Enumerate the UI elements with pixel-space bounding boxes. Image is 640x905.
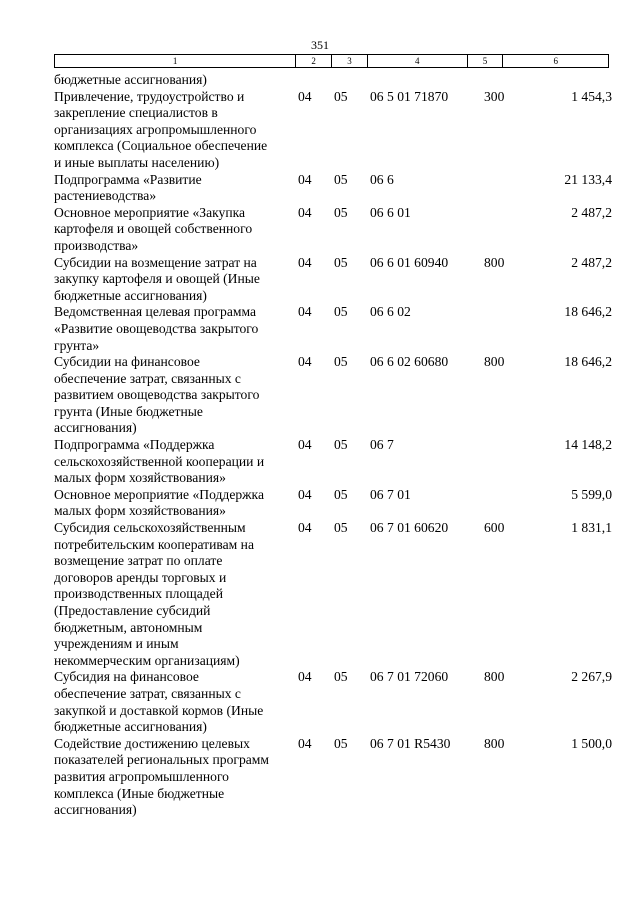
row-expense-type: 800 [484, 354, 505, 370]
row-name-line: обеспечение затрат, связанных с [54, 685, 241, 701]
table-row [54, 354, 614, 437]
row-expense-type: 800 [484, 735, 505, 751]
row-name-line: потребительским кооперативам на [54, 536, 254, 552]
row-razdel: 04 [298, 254, 312, 270]
row-code: 06 7 01 60620 [370, 520, 449, 536]
row-razdel: 04 [298, 669, 312, 685]
row-code: 06 7 01 72060 [370, 669, 449, 685]
row-razdel: 04 [298, 204, 312, 220]
row-code: 06 6 02 [370, 304, 411, 320]
row-name [54, 354, 298, 437]
row-name-line: ассигнования) [54, 802, 137, 818]
row-amount: 2 267,9 [571, 669, 612, 685]
row-podrazdel: 05 [334, 304, 348, 320]
row-name-line: грунта (Иные бюджетные [54, 403, 203, 419]
row-expense-type: 800 [484, 254, 505, 270]
row-name-line: закупкой и доставкой кормов (Иные [54, 702, 264, 718]
row-name-line: Субсидии на финансовое [54, 354, 200, 370]
budget-table [54, 72, 614, 819]
row-name-line: Привлечение, трудоустройство и [54, 88, 245, 104]
row-name-line: малых форм хозяйствования» [54, 503, 226, 519]
table-row [54, 89, 614, 172]
row-name-line: учреждениям и иным [54, 636, 179, 652]
row-podrazdel: 05 [334, 735, 348, 751]
row-expense-type: 600 [484, 520, 505, 536]
row-code: 06 7 01 R5430 [370, 735, 451, 751]
row-amount: 21 133,4 [564, 171, 612, 187]
table-row [54, 304, 614, 354]
header-col-4: 4 [368, 55, 468, 67]
row-podrazdel: 05 [334, 520, 348, 536]
row-razdel: 04 [298, 304, 312, 320]
header-col-3: 3 [332, 55, 368, 67]
row-name-line: обеспечение затрат, связанных с [54, 370, 241, 386]
row-amount: 1 500,0 [571, 735, 612, 751]
row-name-line: сельскохозяйственной кооперации и [54, 453, 265, 469]
row-name-line: производства» [54, 237, 139, 253]
row-name [54, 172, 298, 205]
row-name-line: договоров аренды торговых и [54, 569, 227, 585]
row-amount: 14 148,2 [564, 437, 612, 453]
row-name-line: Ведомственная целевая программа [54, 304, 257, 320]
row-name-line: картофеля и овощей собственного [54, 221, 253, 237]
row-amount: 5 599,0 [571, 486, 612, 502]
header-col-5: 5 [468, 55, 504, 67]
row-expense-type: 800 [484, 669, 505, 685]
row-podrazdel: 05 [334, 254, 348, 270]
row-amount: 1 454,3 [571, 88, 612, 104]
row-podrazdel: 05 [334, 204, 348, 220]
row-name-line: Содействие достижению целевых [54, 735, 250, 751]
row-podrazdel: 05 [334, 88, 348, 104]
row-name-line: комплекса (Социальное обеспечение [54, 138, 268, 154]
row-name-line: комплекса (Иные бюджетные [54, 785, 225, 801]
table-row [54, 205, 614, 255]
row-name-line: бюджетные ассигнования) [54, 287, 207, 303]
row-name-line: «Развитие овощеводства закрытого [54, 320, 259, 336]
row-name-line: организациях агропромышленного [54, 121, 257, 137]
row-name-line: малых форм хозяйствования» [54, 470, 226, 486]
row-amount: 2 487,2 [571, 204, 612, 220]
row-name-line: (Предоставление субсидий [54, 603, 211, 618]
table-row [54, 487, 614, 520]
row-expense-type: 300 [484, 88, 505, 104]
row-name-line: закрепление специалистов в [54, 105, 218, 121]
row-razdel: 04 [298, 520, 312, 536]
table-row [54, 172, 614, 205]
row-name [54, 205, 298, 255]
row-razdel: 04 [298, 354, 312, 370]
row-razdel: 04 [298, 171, 312, 187]
continuation-row [54, 72, 614, 89]
row-name [54, 304, 298, 354]
row-name [54, 89, 298, 172]
header-col-2: 2 [296, 55, 332, 67]
row-name-line: и иные выплаты населению) [54, 154, 220, 170]
row-name-line: ассигнования) [54, 420, 137, 436]
row-name-line: Субсидии на возмещение затрат на [54, 254, 257, 270]
row-podrazdel: 05 [334, 486, 348, 502]
row-name-line: показателей региональных программ [54, 752, 269, 768]
row-name [54, 520, 298, 669]
table-row [54, 736, 614, 819]
row-name-line: Основное мероприятие «Закупка [54, 204, 246, 220]
table-row [54, 520, 614, 669]
row-name-line: Субсидия сельскохозяйственным [54, 520, 246, 536]
row-name [54, 669, 298, 735]
row-name-line: некоммерческим организациям) [54, 652, 240, 668]
row-code: 06 6 02 60680 [370, 354, 449, 370]
row-code: 06 6 01 60940 [370, 254, 449, 270]
table-row [54, 437, 614, 487]
row-name-line: бюджетным, автономным [54, 619, 203, 635]
row-code: 06 6 [370, 171, 394, 187]
row-podrazdel: 05 [334, 669, 348, 685]
row-name-line: развитием овощеводства закрытого [54, 387, 260, 403]
row-name-line: закупку картофеля и овощей (Иные [54, 271, 260, 287]
row-amount: 18 646,2 [564, 304, 612, 320]
row-name-line: бюджетные ассигнования) [54, 719, 207, 735]
row-name [54, 736, 298, 819]
row-name [54, 487, 298, 520]
row-podrazdel: 05 [334, 437, 348, 453]
page-number: 351 [311, 38, 329, 52]
row-name [54, 255, 298, 305]
row-razdel: 04 [298, 735, 312, 751]
row-razdel: 04 [298, 486, 312, 502]
table-row [54, 669, 614, 735]
row-podrazdel: 05 [334, 171, 348, 187]
row-amount: 1 831,1 [571, 520, 612, 536]
row-name-line: Субсидия на финансовое [54, 669, 199, 685]
row-code: 06 5 01 71870 [370, 88, 449, 104]
row-code: 06 7 [370, 437, 394, 453]
row-code: 06 6 01 [370, 204, 411, 220]
continuation-text: бюджетные ассигнования) [54, 72, 207, 87]
row-amount: 2 487,2 [571, 254, 612, 270]
row-name-line: грунта» [54, 337, 100, 353]
row-podrazdel: 05 [334, 354, 348, 370]
header-col-1: 1 [55, 55, 296, 67]
row-name-line: производственных площадей [54, 586, 223, 602]
table-row [54, 255, 614, 305]
row-name-line: Подпрограмма «Поддержка [54, 437, 215, 453]
row-name [54, 437, 298, 487]
row-name-line: развития агропромышленного [54, 768, 229, 784]
row-razdel: 04 [298, 437, 312, 453]
row-name-line: возмещение затрат по оплате [54, 553, 223, 569]
row-name-line: растениеводства» [54, 188, 157, 204]
row-code: 06 7 01 [370, 486, 411, 502]
row-amount: 18 646,2 [564, 354, 612, 370]
row-name-line: Подпрограмма «Развитие [54, 171, 202, 187]
header-col-6: 6 [553, 56, 558, 66]
row-name-line: Основное мероприятие «Поддержка [54, 486, 264, 502]
table-header [54, 54, 609, 68]
row-razdel: 04 [298, 88, 312, 104]
